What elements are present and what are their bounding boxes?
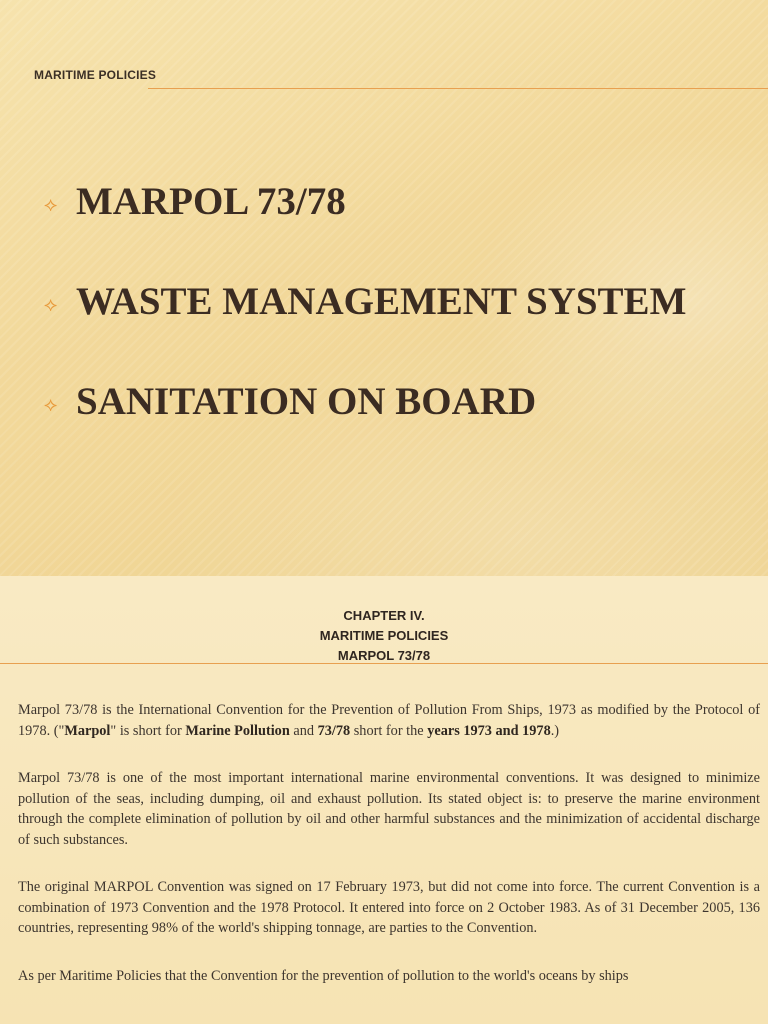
- bullet-item-waste-management: [44, 278, 744, 326]
- chapter-heading: [0, 606, 768, 666]
- chapter-line: MARITIME POLICIES: [319, 628, 449, 643]
- bullet-icon: ⟡: [44, 392, 58, 416]
- chapter-line: MARPOL 73/78: [337, 648, 431, 663]
- chapter-divider: [0, 663, 768, 664]
- paragraph-1: Marpol 73/78 is the International Convention for the Prevention of Pollution From Ships, 1973 as modified by the Protocol of 1978. ("Marpol" is short for Marine Pollution and 73/78 short for the years 1973 and 1978.): [18, 702, 760, 739]
- paragraph-2: Marpol 73/78 is one of the most important international marine environmental conventions. It was designed to minimize pollution of the seas, including dumping, oil and exhaust pollution. Its stated object is: to preserve the marine environment through the complete elimination of pollution by oil and other harmful substances and the minimization of accidental discharge of such substances.: [18, 770, 760, 848]
- bullet-list: [44, 178, 744, 426]
- slide-header: MARITIME POLICIES: [34, 68, 157, 82]
- paragraph-3: The original MARPOL Convention was signed on 17 February 1973, but did not come into force. The current Convention is a combination of 1973 Convention and the 1978 Protocol. It entered into force on 2 October 1983. As of 31 December 2005, 136 countries, representing 98% of the world's shipping tonnage, are parties to the Convention.: [18, 879, 760, 936]
- body-text: [18, 700, 760, 1013]
- bullet-item-sanitation: [44, 378, 744, 426]
- chapter-slide: [0, 576, 768, 1024]
- bullet-item-marpol: [44, 178, 744, 226]
- chapter-line: CHAPTER IV.: [343, 608, 425, 623]
- header-divider: [148, 88, 768, 89]
- paragraph-4: As per Maritime Policies that the Convention for the prevention of pollution to the world's oceans by ships: [18, 967, 629, 984]
- bullet-text: SANITATION ON BOARD: [76, 380, 537, 423]
- bullet-text: WASTE MANAGEMENT SYSTEM: [76, 280, 687, 323]
- bullet-text: MARPOL 73/78: [76, 180, 346, 223]
- bullet-icon: ⟡: [44, 292, 58, 316]
- bullet-icon: ⟡: [44, 192, 58, 216]
